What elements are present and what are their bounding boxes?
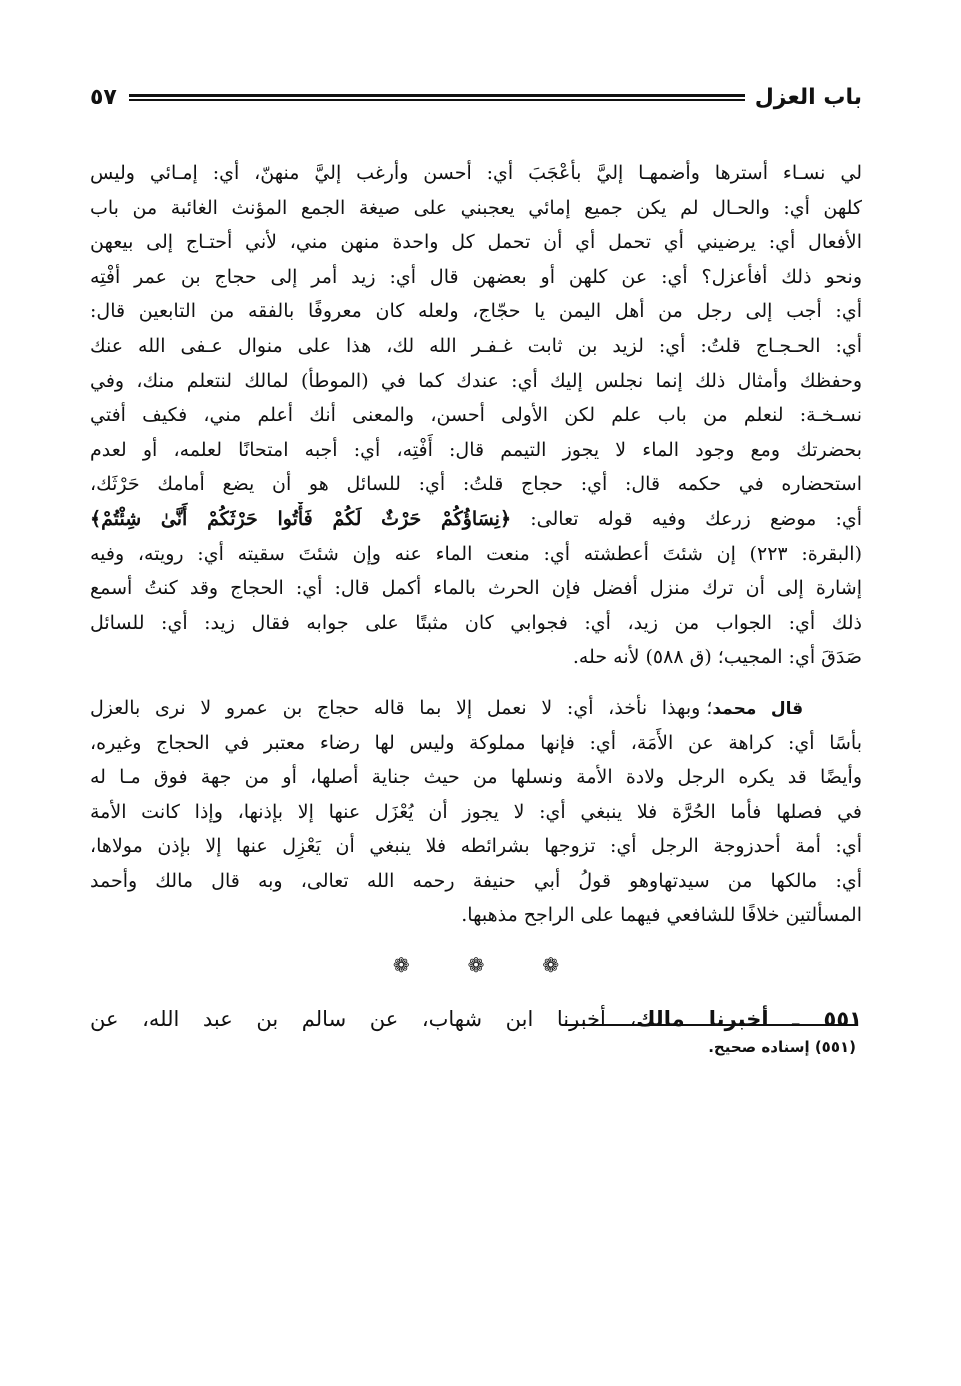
text-line: الأفعال أي: يرضيني أي تحمل أي أن تحمل كل واحدة منهن مني، لأني أحتـاج إلى بيعهن	[90, 231, 862, 254]
text-line: أي: أجب إلى رجل من أهل اليمن يا حجّاج، ولعله كان معروفًا بالفقه من التابعين قال:	[90, 300, 862, 323]
body-text	[90, 156, 862, 1041]
ornament-star-icon: ❁	[392, 953, 410, 978]
page-number: ٥٧	[90, 84, 117, 110]
hadith-line	[90, 997, 862, 1041]
running-header	[90, 80, 862, 114]
text-line: لي نسـاء أسترها وأضمهـا إليَّ بأعْجَبَ أي: أحسن وأرغب إليَّ منهنّ، أي: إمـائي وليس	[90, 162, 862, 184]
text-line: المسألتين خلافًا للشافعي فيهما على الراجح مذهبها.	[461, 904, 862, 927]
text-line	[90, 691, 862, 726]
commentary-paragraph	[90, 156, 862, 675]
text-line: استحضاره في حكمه قال: أي: حجاج قلتُ: أي: للسائل هو أن يضع أمامك حَرْثَك،	[90, 473, 862, 496]
text-line: صَدَقَ أي: المجيب؛ (ق ٥٨٨) لأنه حله.	[572, 646, 862, 669]
hadith-narrator: أخبرنا مالك	[636, 1007, 769, 1032]
header-rule	[129, 94, 745, 101]
text-line: في فصلها فأما الحُرَّة فلا ينبغي أي: لا يجوز أن يُعْزَل عنها إلا بإذنها، وإذا كانت الأمة	[90, 800, 862, 823]
ornament-star-icon: ❁	[542, 953, 560, 978]
section-separator	[90, 933, 862, 997]
text-line: بأسًا أي: كراهة عن الأَمَة، أي: فإنها مملوكة وليس لها رضاء معتبر في الحجاج وغيره،	[90, 731, 862, 754]
text-line: بحضرتك ومع وجود الماء لا يجوز التيمم قال: أَفْتِه، أي: أجبه امتحانًا لعلمه، أو لعدم	[90, 438, 862, 461]
hadith-number: ٥٥١ ـ	[792, 1007, 862, 1032]
author-line-rest: ؛ وبهذا نأخذ، أي: لا نعمل إلا بما قاله حجاج بن عمرو لا نرى بالعزل	[90, 696, 713, 719]
book-page	[90, 66, 862, 1366]
ornament-star-icon: ❁	[467, 953, 485, 978]
text-line: ونحو ذلك أفأعزل؟ أي: عن كلهن أو بعضهن قال أي: زيد أمر إلى حجاج بن عمر أفْتِه	[90, 265, 862, 288]
quran-line-prefix: أي: موضع زرعك وفيه قوله تعالى:	[511, 507, 862, 530]
text-line: كلهن أي: والحـال لم يكن جميع إمائي يعجبني على صيغة الجمع المؤنث الغائبة من باب	[90, 196, 862, 219]
text-line: أي: الحـجـاج قلتُ: أي: لزيد بن ثابت غـفـر الله لك، هذا على منوال عـفى الله عنك	[90, 334, 862, 357]
footnote-rule	[562, 1024, 856, 1026]
footnote: (٥٥١) إسناده صحيح.	[708, 1038, 856, 1056]
chapter-title: باب العزل	[754, 84, 862, 110]
quran-verse-line	[90, 502, 862, 537]
author-label: قال محمد	[712, 698, 804, 719]
text-line: إشارة إلى أن ترك منزل أفضل فإن الحرث بالماء أكمل قال: أي: الحجاج وقد كنتُ أسمع	[90, 577, 862, 600]
text-line: وأيضًا قد يكره الرجل ولادة الأمة ونسلها من حيث جناية أصلها، أو من جهة فوق مـا له	[90, 766, 862, 789]
text-line: أي: أمة أحدزوجة الرجل أي: تزوجها بشرائطه فلا ينبغي أن يَعْزِل عنها إلا بإذن مولاها،	[90, 835, 862, 858]
text-line: نسـخـة: لنعلم من باب علم لكن الأولى أحسن، والمعنى أنك أعلم مني، فكيف أفتي	[90, 404, 862, 427]
paragraph-gap	[90, 675, 862, 691]
quran-verse: ﴿نِسَاؤُكُمْ حَرْثٌ لَكُمْ فَأْتُوا حَرْثَكُمْ أَنَّىٰ شِئْتُمْ﴾	[90, 507, 512, 530]
text-line: وحفظك وأمثال ذلك إنما نجلس إليك أي: عندك كما في (الموطأ) لمالك لنتعلم منك، وفي	[90, 369, 862, 392]
author-paragraph	[90, 691, 862, 933]
hadith-text: ، أخبرنا ابن شهاب، عن سالم بن عبد الله، عن	[90, 1007, 637, 1032]
text-line: (البقرة: ٢٢٣) إن شئتَ أعطشته أي: منعت الماء عنه وإن شئتَ سقيته أي: رويته، وفيه	[90, 542, 862, 565]
text-line: ذلك أي: الجواب من زيد، أي: فجوابي كان مثبتًا على جوابه فقال زيد: أي: للسائل	[90, 611, 862, 634]
text-line: أي: مالكها من سيدتهاوهو قولُ أبي حنيفة رحمه الله تعالى، وبه قال مالك وأحمد	[90, 869, 862, 892]
